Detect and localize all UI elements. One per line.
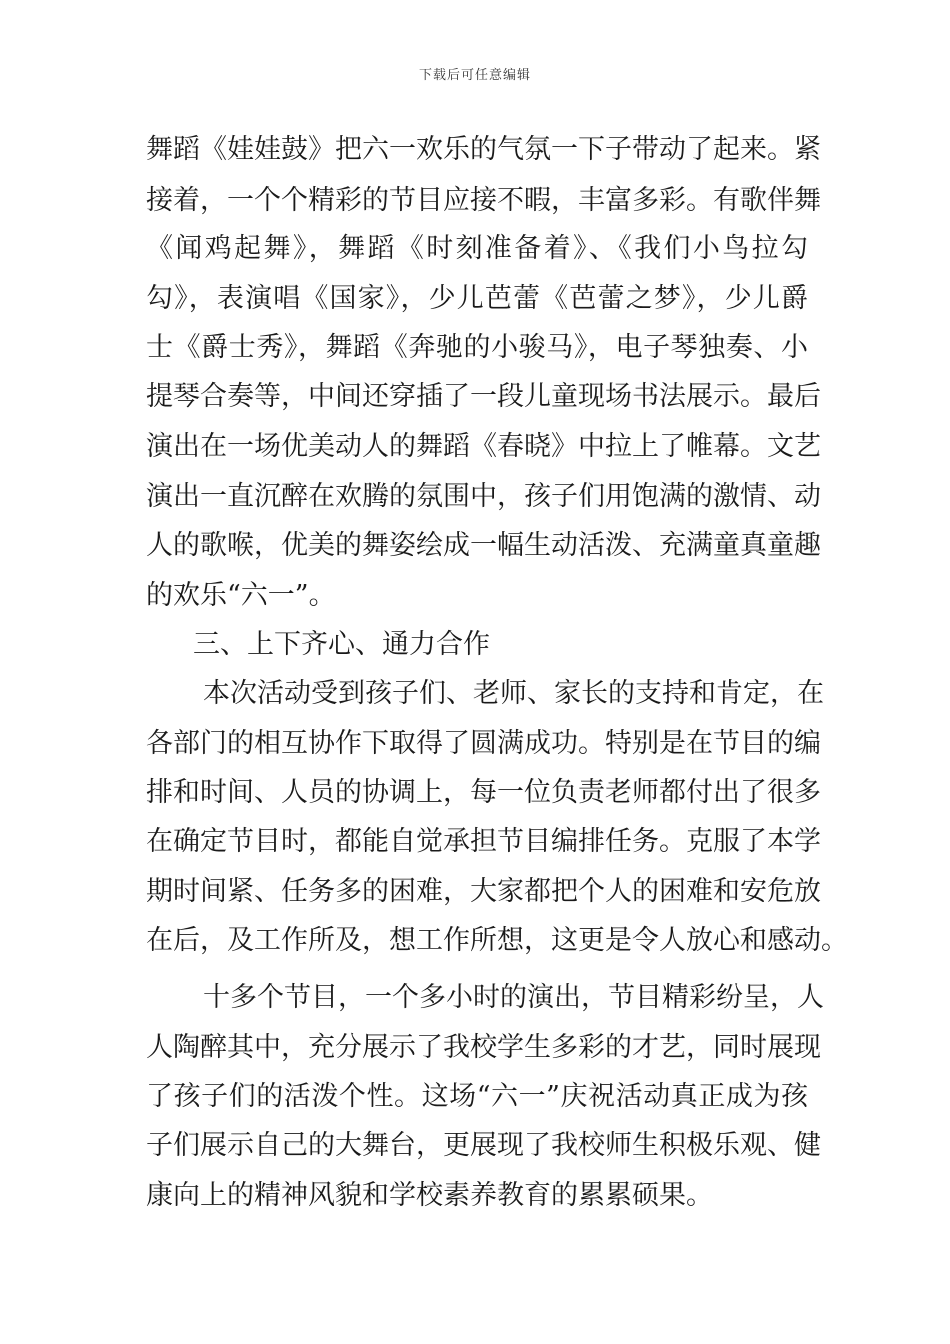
text-line: 康向上的精神风貌和学校素养教育的累累硕果。: [146, 1180, 713, 1211]
text-line: 舞蹈《娃娃鼓》把六一欢乐的气氛一下子带动了起来。紧: [146, 134, 821, 165]
text-line: 接着，一个个精彩的节目应接不暇，丰富多彩。有歌伴舞: [146, 185, 821, 216]
text-line: 士《爵士秀》，舞蹈《奔驰的小骏马》，电子琴独奏、小: [146, 332, 808, 363]
text-line: 了孩子们的活泼个性。这场“六一”庆祝活动真正成为孩: [146, 1081, 808, 1112]
text-line: 子们展示自己的大舞台，更展现了我校师生积极乐观、健: [146, 1130, 821, 1161]
text-line: 人陶醉其中，充分展示了我校学生多彩的才艺，同时展现: [146, 1032, 821, 1063]
text-line: 各部门的相互协作下取得了圆满成功。特别是在节目的编: [146, 728, 821, 759]
paragraph-first-line: 本次活动受到孩子们、老师、家长的支持和肯定，在: [203, 678, 824, 709]
text-line: 演出在一场优美动人的舞蹈《春晓》中拉上了帷幕。文艺: [146, 431, 821, 462]
text-line: 在后，及工作所及，想工作所想，这更是令人放心和感动。: [146, 925, 848, 956]
page-header: 下载后可任意编辑: [418, 68, 531, 83]
text-line: 在确定节目时，都能自觉承担节目编排任务。克服了本学: [146, 826, 821, 857]
text-line: 的欢乐“六一”。: [146, 580, 336, 611]
text-line: 勾》，表演唱《国家》，少儿芭蕾《芭蕾之梦》，少儿爵: [146, 283, 808, 314]
text-line: 《闻鸡起舞》，舞蹈《时刻准备着》、《我们小鸟拉勾: [146, 233, 808, 264]
text-line: 演出一直沉醉在欢腾的氛围中，孩子们用饱满的激情、动: [146, 481, 821, 512]
text-line: 人的歌喉，优美的舞姿绘成一幅生动活泼、充满童真童趣: [146, 530, 821, 561]
paragraph-first-line: 十多个节目，一个多小时的演出，节目精彩纷呈，人: [203, 982, 824, 1013]
section-heading: 三、上下齐心、通力合作: [193, 629, 490, 660]
text-line: 提琴合奏等，中间还穿插了一段儿童现场书法展示。最后: [146, 381, 821, 412]
text-line: 排和时间、人员的协调上，每一位负责老师都付出了很多: [146, 777, 821, 808]
text-line: 期时间紧、任务多的困难，大家都把个人的困难和安危放: [146, 876, 821, 907]
